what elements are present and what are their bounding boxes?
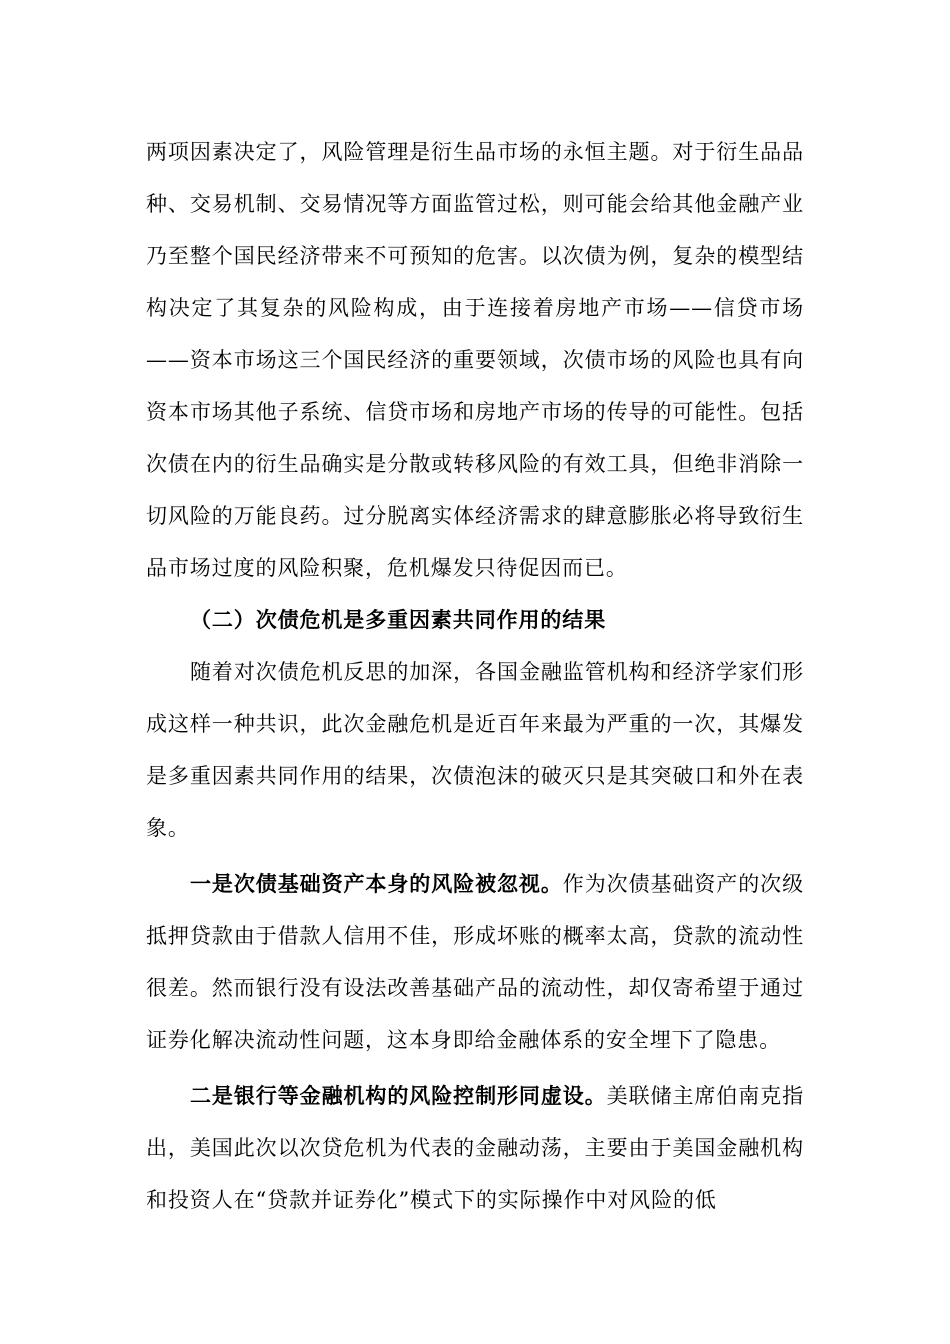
point-2-lead: 二是银行等金融机构的风险控制形同虚设。 <box>190 1084 607 1108</box>
section-heading: （二）次债危机是多重因素共同作用的结果 <box>190 608 607 632</box>
point-1-paragraph <box>146 858 804 1066</box>
paragraph-2: 随着对次债危机反思的加深，各国金融监管机构和经济学家们形成这样一种共识，此次金融危机是近百年来最为严重的一次，其爆发是多重因素共同作用的结果，次债泡沫的破灭只是其突破口和外在表象。 <box>146 660 804 840</box>
point-2-paragraph <box>146 1070 804 1226</box>
document-body <box>146 126 804 1226</box>
point-2-text: 美联储主席伯南克指出，美国此次以次贷危机为代表的金融动荡，主要由于美国金融机构和投资人在“贷款并证券化”模式下的实际操作中对风险的低 <box>146 1084 804 1212</box>
point-1-lead: 一是次债基础资产本身的风险被忽视。 <box>190 872 563 896</box>
point-1-text: 作为次债基础资产的次级抵押贷款由于借款人信用不佳，形成坏账的概率太高，贷款的流动性很差。然而银行没有设法改善基础产品的流动性，却仅寄希望于通过证券化解决流动性问题，这本身即给金融体系的安全埋下了隐患。 <box>146 872 804 1052</box>
paragraph-1: 两项因素决定了，风险管理是衍生品市场的永恒主题。对于衍生品品种、交易机制、交易情况等方面监管过松，则可能会给其他金融产业乃至整个国民经济带来不可预知的危害。以次债为例，复杂的模型结构决定了其复杂的风险构成，由于连接着房地产市场——信贷市场——资本市场这三个国民经济的重要领域，次债市场的风险也具有向资本市场其他子系统、信贷市场和房地产市场的传导的可能性。包括次债在内的衍生品确实是分散或转移风险的有效工具，但绝非消除一切风险的万能良药。过分脱离实体经济需求的肆意膨胀必将导致衍生品市场过度的风险积聚，危机爆发只待促因而已。 <box>146 140 804 580</box>
